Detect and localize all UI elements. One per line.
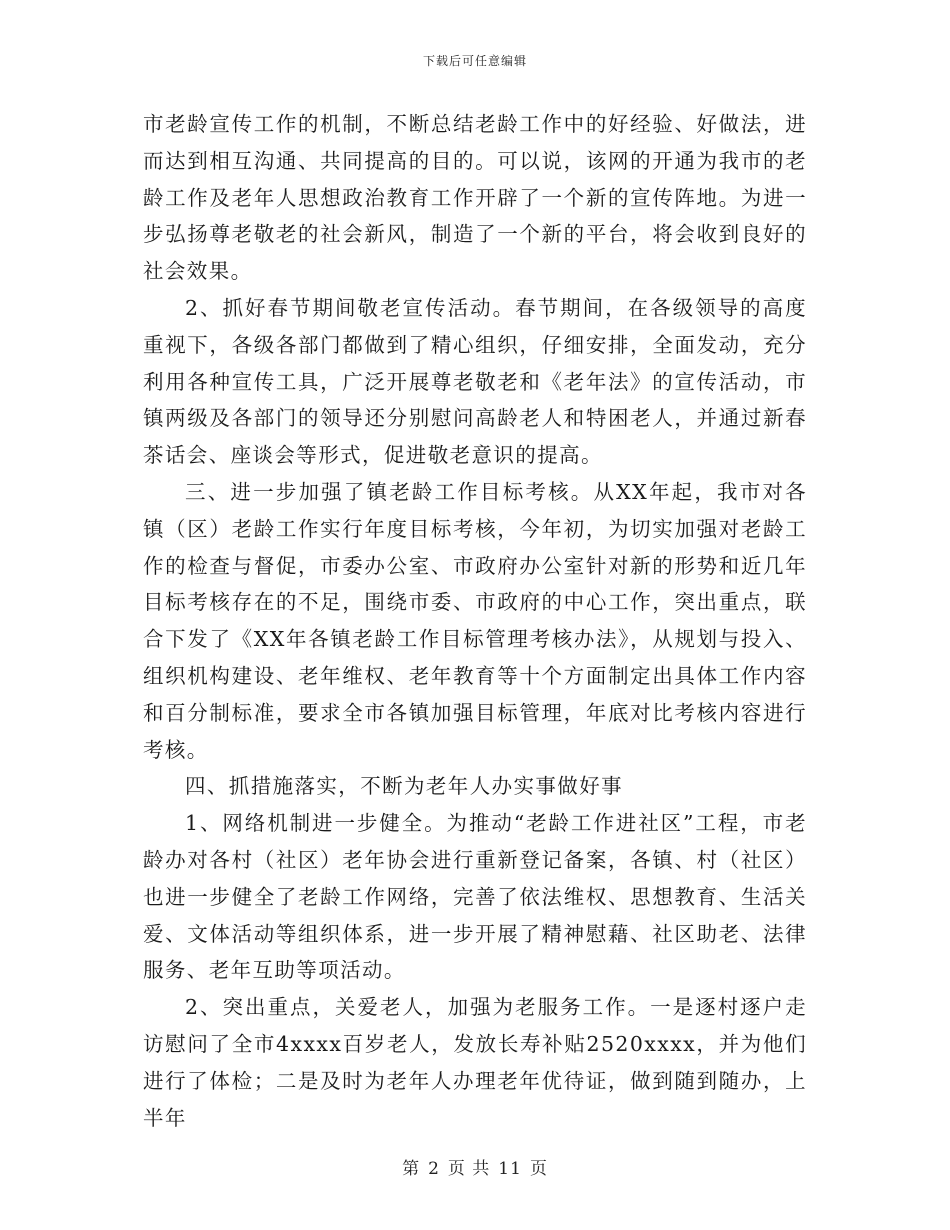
footer-total-pages: 11 — [498, 1159, 522, 1179]
document-body — [143, 106, 807, 1136]
paragraph-6: 2、突出重点，关爱老人，加强为老服务工作。一是逐村逐户走访慰问了全市4xxxx百岁老人，发放长寿补贴2520xxxx，并为他们进行了体检；二是及时为老年人办理老年优待证，做到随到随办，上半年 — [143, 995, 807, 1130]
page-footer — [0, 1154, 950, 1179]
paragraph-3: 三、进一步加强了镇老龄工作目标考核。从XX年起，我市对各镇（区）老龄工作实行年度目标考核，今年初，为切实加强对老龄工作的检查与督促，市委办公室、市政府办公室针对新的形势和近几年目标考核存在的不足，围绕市委、市政府的中心工作，突出重点，联合下发了《XX年各镇老龄工作目标管理考核办法》，从规划与投入、组织机构建设、老年维权、老年教育等十个方面制定出具体工作内容和百分制标准，要求全市各镇加强目标管理，年底对比考核内容进行考核。 — [143, 479, 807, 762]
paragraph-2: 2、抓好春节期间敬老宣传活动。春节期间，在各级领导的高度重视下，各级各部门都做到了精心组织，仔细安排，全面发动，充分利用各种宣传工具，广泛开展尊老敬老和《老年法》的宣传活动，市镇两级及各部门的领导还分别慰问高龄老人和特困老人，并通过新春茶话会、座谈会等形式，促进敬老意识的提高。 — [143, 295, 807, 468]
footer-suffix: 页 — [529, 1159, 548, 1179]
footer-middle: 页 共 — [447, 1159, 491, 1179]
paragraph-1: 市老龄宣传工作的机制，不断总结老龄工作中的好经验、好做法，进而达到相互沟通、共同提高的目的。可以说，该网的开通为我市的老龄工作及老年人思想政治教育工作开辟了一个新的宣传阵地。为进一步弘扬尊老敬老的社会新风，制造了一个新的平台，将会收到良好的社会效果。 — [143, 112, 807, 284]
footer-prefix: 第 — [402, 1159, 421, 1179]
paragraph-5: 1、网络机制进一步健全。为推动“老龄工作进社区”工程，市老龄办对各村（社区）老年协会进行重新登记备案，各镇、村（社区）也进一步健全了老龄工作网络，完善了依法维权、思想教育、生活关爱、文体活动等组织体系，进一步开展了精神慰藉、社区助老、法律服务、老年互助等项活动。 — [143, 811, 807, 983]
section-heading-4: 四、抓措施落实，不断为老年人办实事做好事 — [185, 774, 623, 799]
footer-page-number: 2 — [428, 1159, 440, 1179]
page-header: 下载后可任意编辑 — [422, 54, 527, 68]
